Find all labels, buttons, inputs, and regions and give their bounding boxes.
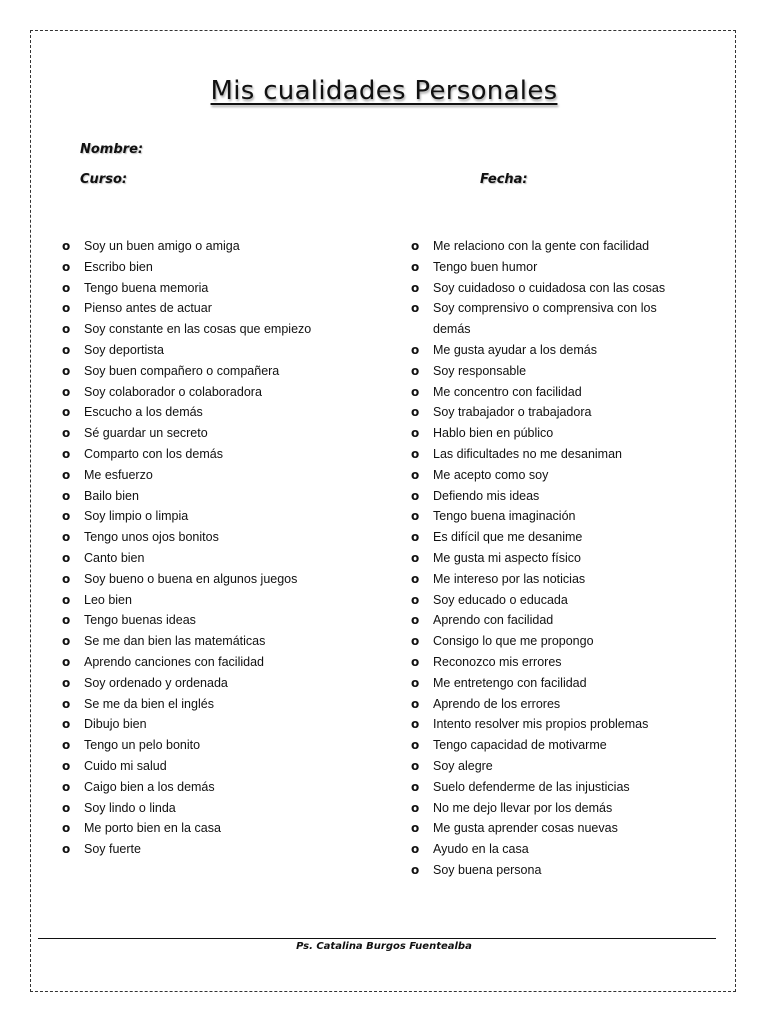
bullet-marker: o — [62, 675, 71, 690]
list-item — [411, 423, 701, 444]
list-item — [411, 236, 701, 257]
quality-text: Me concentro con facilidad — [433, 384, 582, 399]
quality-text: Me gusta aprender cosas nuevas — [433, 821, 618, 836]
bullet-marker: o — [62, 779, 71, 794]
quality-text: No me dejo llevar por los demás — [433, 800, 613, 815]
list-item — [62, 777, 382, 798]
quality-text: Tengo capacidad de motivarme — [433, 738, 607, 753]
list-item — [62, 423, 382, 444]
quality-text: Me intereso por las noticias — [433, 571, 586, 586]
bullet-marker: o — [62, 758, 71, 773]
list-item — [62, 257, 382, 278]
quality-text: Bailo bien — [84, 488, 139, 503]
quality-text: Me esfuerzo — [84, 467, 153, 482]
quality-text: Se me da bien el inglés — [84, 696, 214, 711]
quality-text: Me gusta ayudar a los demás — [433, 342, 597, 357]
list-item — [411, 548, 701, 569]
quality-text: Me gusta mi aspecto físico — [433, 550, 581, 565]
quality-text: Pienso antes de actuar — [84, 301, 212, 316]
bullet-marker: o — [411, 571, 420, 586]
list-item — [62, 610, 382, 631]
nombre-label: Nombre: — [80, 142, 144, 157]
quality-text: Soy bueno o buena en algunos juegos — [84, 571, 298, 586]
list-item — [411, 402, 701, 423]
list-item — [411, 278, 701, 299]
quality-text: Escribo bien — [84, 259, 153, 274]
list-item — [62, 652, 382, 673]
quality-text: Soy un buen amigo o amiga — [84, 239, 240, 253]
quality-text: Consigo lo que me propongo — [433, 634, 594, 649]
quality-text: Soy deportista — [84, 342, 164, 357]
bullet-marker: o — [62, 530, 71, 545]
list-item — [62, 818, 382, 839]
quality-text: Tengo un pelo bonito — [84, 738, 201, 753]
list-item — [411, 465, 701, 486]
bullet-marker: o — [411, 239, 420, 253]
list-item — [411, 527, 701, 548]
bullet-marker: o — [62, 384, 71, 399]
list-item — [62, 236, 382, 257]
quality-text: Soy comprensivo o comprensiva con los demás — [433, 301, 657, 337]
bullet-marker: o — [62, 654, 71, 669]
quality-text: Soy constante en las cosas que empiezo — [84, 322, 312, 337]
bullet-marker: o — [411, 530, 420, 545]
list-item — [62, 361, 382, 382]
list-item — [411, 839, 701, 860]
bullet-marker: o — [62, 717, 71, 732]
bullet-marker: o — [411, 654, 420, 669]
bullet-marker: o — [62, 571, 71, 586]
list-item — [62, 756, 382, 777]
quality-text: Soy trabajador o trabajadora — [433, 405, 592, 420]
page-title: Mis cualidades Personales — [210, 76, 558, 106]
bullet-marker: o — [62, 509, 71, 524]
quality-text: Hablo bien en público — [433, 426, 554, 441]
list-item — [62, 298, 382, 319]
quality-text: Suelo defenderme de las injusticias — [433, 779, 630, 794]
quality-text: Soy ordenado y ordenada — [84, 675, 228, 690]
list-item — [411, 777, 701, 798]
bullet-marker: o — [62, 800, 71, 815]
list-item — [411, 257, 701, 278]
quality-text: Aprendo canciones con facilidad — [84, 654, 264, 669]
list-item — [62, 569, 382, 590]
quality-text: Tengo buena memoria — [84, 280, 209, 295]
list-item — [62, 631, 382, 652]
list-item — [411, 631, 701, 652]
quality-text: Cuido mi salud — [84, 758, 167, 773]
list-item — [62, 486, 382, 507]
list-item — [62, 798, 382, 819]
quality-text: Caigo bien a los demás — [84, 779, 215, 794]
bullet-marker: o — [62, 446, 71, 461]
quality-text: Soy alegre — [433, 758, 493, 773]
list-item — [62, 278, 382, 299]
list-item — [411, 298, 671, 340]
quality-text: Tengo buena imaginación — [433, 509, 576, 524]
bullet-marker: o — [62, 426, 71, 441]
list-item — [411, 361, 701, 382]
bullet-marker: o — [62, 613, 71, 628]
right-qualities-list — [411, 236, 701, 881]
bullet-marker: o — [62, 592, 71, 607]
quality-text: Se me dan bien las matemáticas — [84, 634, 266, 649]
bullet-marker: o — [62, 696, 71, 711]
quality-text: Me porto bien en la casa — [84, 821, 221, 836]
bullet-marker: o — [411, 717, 420, 732]
bullet-marker: o — [62, 301, 71, 316]
quality-text: Soy limpio o limpia — [84, 509, 189, 524]
list-item — [411, 444, 701, 465]
quality-text: Soy fuerte — [84, 842, 141, 857]
list-item — [62, 527, 382, 548]
bullet-marker: o — [411, 342, 420, 357]
list-item — [62, 402, 382, 423]
quality-text: Soy buen compañero o compañera — [84, 363, 280, 378]
fecha-label: Fecha: — [480, 172, 528, 187]
quality-text: Escucho a los demás — [84, 405, 203, 420]
quality-text: Canto bien — [84, 550, 145, 565]
bullet-marker: o — [411, 467, 420, 482]
quality-text: Soy educado o educada — [433, 592, 568, 607]
footer-divider — [38, 938, 716, 939]
bullet-marker: o — [62, 634, 71, 649]
list-item — [62, 382, 382, 403]
bullet-marker: o — [411, 842, 420, 857]
quality-text: Reconozco mis errores — [433, 654, 562, 669]
quality-text: Dibujo bien — [84, 717, 147, 732]
list-item — [62, 590, 382, 611]
bullet-marker: o — [411, 363, 420, 378]
list-item — [62, 444, 382, 465]
list-item — [411, 486, 701, 507]
list-item — [62, 714, 382, 735]
bullet-marker: o — [411, 384, 420, 399]
list-item — [411, 652, 701, 673]
list-item — [411, 756, 701, 777]
quality-text: Me relaciono con la gente con facilidad — [433, 239, 650, 253]
bullet-marker: o — [411, 800, 420, 815]
bullet-marker: o — [411, 550, 420, 565]
bullet-marker: o — [411, 592, 420, 607]
list-item — [411, 694, 701, 715]
quality-text: Las dificultades no me desaniman — [433, 446, 623, 461]
bullet-marker: o — [411, 509, 420, 524]
bullet-marker: o — [411, 280, 420, 295]
bullet-marker: o — [411, 405, 420, 420]
quality-text: Intento resolver mis propios problemas — [433, 717, 649, 732]
bullet-marker: o — [411, 634, 420, 649]
list-item — [62, 465, 382, 486]
bullet-marker: o — [411, 259, 420, 274]
bullet-marker: o — [411, 862, 420, 877]
bullet-marker: o — [62, 550, 71, 565]
bullet-marker: o — [62, 738, 71, 753]
quality-text: Tengo buen humor — [433, 259, 538, 274]
bullet-marker: o — [411, 488, 420, 503]
list-item — [62, 694, 382, 715]
curso-label: Curso: — [80, 172, 128, 187]
bullet-marker: o — [411, 821, 420, 836]
list-item — [62, 506, 382, 527]
quality-text: Defiendo mis ideas — [433, 488, 540, 503]
bullet-marker: o — [411, 758, 420, 773]
quality-text: Me entretengo con facilidad — [433, 675, 587, 690]
bullet-marker: o — [411, 301, 420, 316]
list-item — [411, 818, 701, 839]
bullet-marker: o — [62, 363, 71, 378]
quality-text: Ayudo en la casa — [433, 842, 529, 857]
bullet-marker: o — [62, 342, 71, 357]
list-item — [411, 735, 701, 756]
bullet-marker: o — [411, 675, 420, 690]
list-item — [411, 714, 701, 735]
bullet-marker: o — [411, 779, 420, 794]
quality-text: Me acepto como soy — [433, 467, 549, 482]
quality-text: Soy cuidadoso o cuidadosa con las cosas — [433, 280, 666, 295]
list-item — [411, 673, 701, 694]
list-item — [411, 506, 701, 527]
list-item — [411, 798, 701, 819]
bullet-marker: o — [62, 488, 71, 503]
bullet-marker: o — [62, 842, 71, 857]
bullet-marker: o — [62, 405, 71, 420]
list-item — [62, 673, 382, 694]
bullet-marker: o — [411, 738, 420, 753]
footer-author: Ps. Catalina Burgos Fuentealba — [296, 941, 472, 952]
quality-text: Leo bien — [84, 592, 132, 607]
bullet-marker: o — [411, 446, 420, 461]
list-item — [411, 340, 701, 361]
list-item — [62, 839, 382, 860]
list-item — [411, 610, 701, 631]
list-item — [62, 319, 382, 340]
bullet-marker: o — [62, 280, 71, 295]
list-item — [62, 735, 382, 756]
list-item — [411, 860, 701, 881]
quality-text: Es difícil que me desanime — [433, 530, 583, 545]
quality-text: Tengo unos ojos bonitos — [84, 530, 219, 545]
quality-text: Tengo buenas ideas — [84, 613, 196, 628]
bullet-marker: o — [62, 467, 71, 482]
quality-text: Soy colaborador o colaboradora — [84, 384, 262, 399]
bullet-marker: o — [411, 613, 420, 628]
quality-text: Aprendo con facilidad — [433, 613, 554, 628]
quality-text: Comparto con los demás — [84, 446, 223, 461]
quality-text: Soy responsable — [433, 363, 527, 378]
list-item — [62, 340, 382, 361]
list-item — [62, 548, 382, 569]
list-item — [411, 382, 701, 403]
bullet-marker: o — [411, 426, 420, 441]
bullet-marker: o — [62, 821, 71, 836]
left-qualities-list — [62, 236, 382, 860]
bullet-marker: o — [62, 322, 71, 337]
bullet-marker: o — [411, 696, 420, 711]
list-item — [411, 569, 701, 590]
quality-text: Sé guardar un secreto — [84, 426, 208, 441]
list-item — [411, 590, 701, 611]
quality-text: Soy buena persona — [433, 862, 542, 877]
quality-text: Aprendo de los errores — [433, 696, 561, 711]
bullet-marker: o — [62, 239, 71, 253]
bullet-marker: o — [62, 259, 71, 274]
quality-text: Soy lindo o linda — [84, 800, 176, 815]
